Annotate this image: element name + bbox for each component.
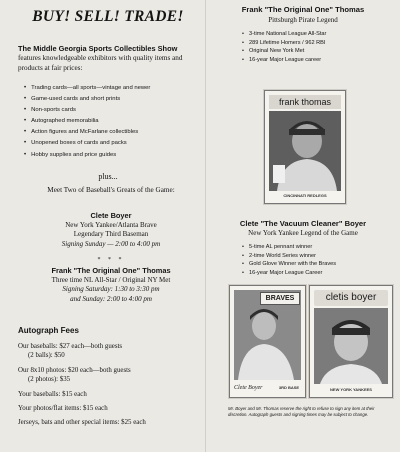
card-signature: Clete Boyer — [234, 385, 263, 391]
list-item: • 16-year Major League Career — [242, 269, 392, 278]
fees-list — [18, 342, 204, 433]
meet-text: Meet Two of Baseball's Greats of the Game: — [47, 186, 175, 194]
list-item: • Non-sports cards — [24, 105, 204, 116]
card-caption: NEW YORK YANKEES — [330, 387, 372, 392]
list-item: • 3-time National League All-Star — [242, 30, 392, 39]
list-item: • Hobby supplies and price guides — [24, 150, 204, 161]
page-fold — [205, 0, 206, 452]
fee-line: (2 balls): $50 — [28, 352, 65, 360]
guest-line: Three time NL All-Star / Original NY Met — [51, 275, 171, 284]
fee-item — [18, 418, 204, 427]
fee-item — [18, 390, 204, 399]
fee-line: (2 photos): $35 — [28, 376, 71, 384]
list-item: • Trading cards—all sports—vintage and newer — [24, 83, 204, 94]
fee-item — [18, 404, 204, 413]
boyer-braves-card — [229, 285, 306, 398]
product-list — [24, 83, 204, 161]
boyer-yankees-card — [309, 285, 393, 398]
fee-item — [18, 342, 204, 361]
plus-text: plus... — [98, 172, 118, 181]
fee-line: Jerseys, bats and other special items: $25 each — [18, 419, 146, 427]
intro-text: features knowledgeable exhibitors with quality items and products at fair prices: — [18, 54, 183, 72]
player-photo — [314, 308, 388, 384]
fee-line: Your photos/flat items: $15 each — [18, 405, 108, 413]
card-name: cletis boyer — [314, 290, 388, 306]
disclaimer: Mr. Boyer and Mr. Thomas reserve the right to refuse to sign any item at their discretion. Autograph guests and signing times may be subject to change. — [228, 406, 375, 417]
list-item: • 5-time AL pennant winner — [242, 243, 392, 252]
list-item: • Unopened boxes of cards and packs — [24, 138, 204, 149]
list-item: • 2-time World Series winner — [242, 252, 392, 261]
thomas-card — [264, 90, 346, 204]
signing-time: and Sunday: 2:00 to 4:00 pm — [70, 294, 152, 303]
guest-boyer — [18, 211, 204, 249]
guest-line: New York Yankee/Atlanta Brave — [65, 220, 157, 229]
signing-time: Signing Saturday: 1:30 to 3:30 pm — [62, 285, 160, 294]
signing-time: Signing Sunday — 2:00 to 4:00 pm — [61, 239, 161, 248]
card-name: frank thomas — [269, 95, 341, 109]
player-photo-icon — [269, 111, 341, 191]
thomas-subtitle: Pittsburgh Pirate Legend — [268, 16, 338, 24]
fee-item — [18, 366, 204, 385]
fee-line: Our baseballs: $27 each—both guests — [18, 343, 123, 350]
thomas-facts — [242, 30, 392, 64]
card-caption: CINCINNATI REDLEGS — [283, 193, 327, 198]
list-item: • 289 Lifetime Homers / 962 RBI — [242, 39, 392, 48]
boyer-subtitle: New York Yankee Legend of the Game — [248, 229, 358, 237]
guest-thomas — [18, 266, 204, 304]
list-item: • Game-used cards and short prints — [24, 94, 204, 105]
list-item: • Original New York Met — [242, 47, 392, 56]
boyer-name: Clete "The Vacuum Cleaner" Boyer — [239, 219, 367, 228]
player-photo — [269, 111, 341, 191]
show-title: The Middle Georgia Sports Collectibles Show — [18, 44, 178, 53]
guest-name: Clete Boyer — [90, 211, 132, 220]
player-photo-icon — [314, 308, 388, 384]
guest-line: Legendary Third Baseman — [73, 230, 149, 239]
list-item: • 16-year Major League career — [242, 56, 392, 65]
thomas-name: Frank "The Original One" Thomas — [241, 5, 365, 14]
fee-line: Your baseballs: $15 each — [18, 390, 87, 398]
card-team: BRAVES — [260, 292, 300, 305]
card-position: 3RD BASE — [278, 385, 300, 390]
guest-name: Frank "The Original One" Thomas — [51, 266, 171, 275]
list-item: • Gold Glove Winner with the Braves — [242, 260, 392, 269]
list-item: • Action figures and McFarlane collectibles — [24, 127, 204, 138]
headline: BUY! SELL! TRADE! — [32, 8, 184, 25]
list-item: • Autographed memorabilia — [24, 116, 204, 127]
fee-line: Our 8x10 photos: $20 each—both guests — [18, 366, 131, 374]
fees-title: Autograph Fees — [18, 326, 79, 335]
separator-stars: * * * — [97, 257, 125, 263]
boyer-facts — [242, 243, 392, 277]
